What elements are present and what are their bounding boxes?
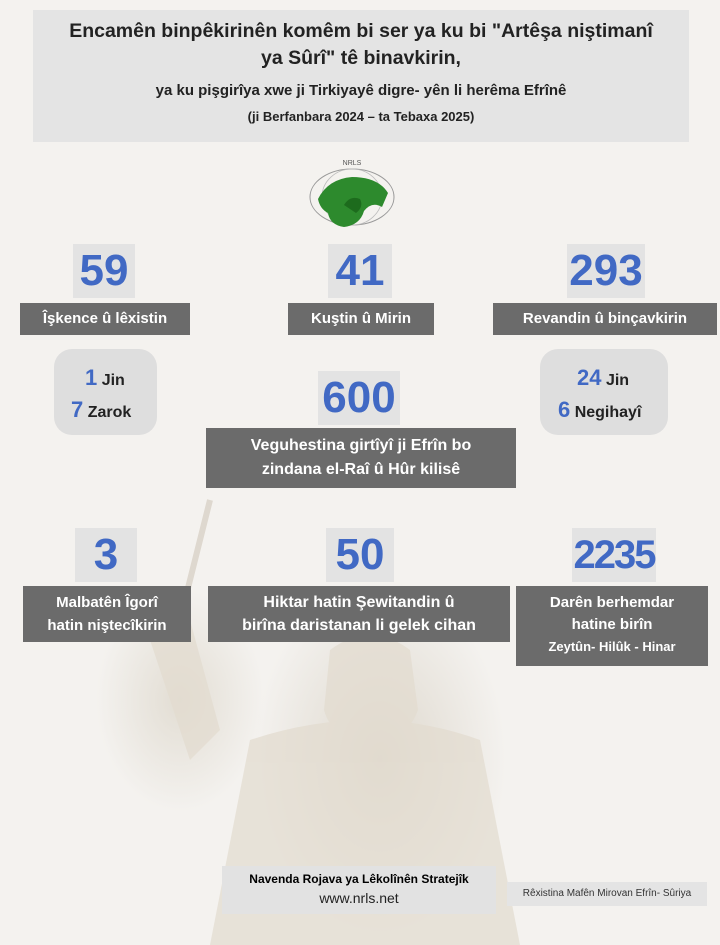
title-line-1: Encamên binpêkirinên komêm bi ser ya ku bi "Artêşa niştimanî bbox=[69, 20, 653, 42]
title-line-2: ya Sûrî" tê binavkirin, bbox=[261, 47, 461, 69]
trees-label-line-1: Darên berhemdar bbox=[549, 594, 675, 611]
hectares-label-line-2: birîna daristanan li gelek cihan bbox=[242, 617, 476, 634]
women-label: Jin bbox=[605, 372, 630, 389]
footer-url[interactable]: www.nrls.net bbox=[319, 890, 399, 906]
abducted-label: Revandin û binçavkirin bbox=[493, 303, 717, 335]
trees-label bbox=[516, 586, 708, 666]
transfer-count: 600 bbox=[318, 371, 400, 425]
header-panel bbox=[33, 10, 689, 142]
hectares-label bbox=[208, 586, 510, 642]
subtitle: ya ku pişgirîya xwe ji Tirkiyayê digre- yên li herêma Efrînê bbox=[155, 82, 567, 99]
families-label-line-2: hatin niştecîkirin bbox=[47, 617, 167, 634]
trees-count: 2235 bbox=[572, 528, 656, 582]
breakdown-row bbox=[85, 365, 125, 391]
abducted-count: 293 bbox=[567, 244, 645, 298]
transfer-label bbox=[206, 428, 516, 488]
logo-text: NRLS bbox=[342, 160, 362, 167]
trees-label-line-2: hatine birîn bbox=[571, 616, 653, 633]
hectares-count: 50 bbox=[326, 528, 394, 582]
date-range: (ji Berfanbara 2024 – ta Tebaxa 2025) bbox=[247, 109, 475, 124]
breakdown-row bbox=[577, 365, 629, 391]
title bbox=[33, 10, 689, 72]
children-label: Zarok bbox=[87, 404, 132, 421]
children-count: 7 bbox=[71, 397, 84, 422]
abducted-breakdown bbox=[540, 349, 668, 435]
transfer-label-line-1: Veguhestina girtîyî ji Efrîn bo bbox=[250, 437, 472, 454]
breakdown-row bbox=[558, 397, 641, 423]
torture-breakdown bbox=[54, 349, 157, 435]
transfer-label-line-2: zindana el-Raî û Hûr kilisê bbox=[261, 461, 461, 478]
killed-label: Kuştin û Mirin bbox=[288, 303, 434, 335]
families-count: 3 bbox=[75, 528, 137, 582]
trees-label-line-3: Zeytûn- Hilûk - Hinar bbox=[548, 639, 676, 654]
families-label bbox=[23, 586, 191, 642]
nrls-logo-icon bbox=[304, 155, 400, 233]
footer-panel bbox=[222, 866, 496, 914]
minors-count: 6 bbox=[558, 397, 571, 422]
torture-label: Îşkence û lêxistin bbox=[20, 303, 190, 335]
hectares-label-line-1: Hiktar hatin Şewitandin û bbox=[263, 594, 455, 611]
families-label-line-1: Malbatên Îgorî bbox=[56, 594, 158, 611]
women-count: 1 bbox=[85, 365, 98, 390]
women-label: Jin bbox=[101, 372, 125, 389]
source-credit: Rêxistina Mafên Mirovan Efrîn- Sûriya bbox=[507, 882, 707, 906]
breakdown-row bbox=[71, 397, 131, 423]
women-count: 24 bbox=[577, 365, 602, 390]
killed-count: 41 bbox=[328, 244, 392, 298]
footer-org: Navenda Rojava ya Lêkolînên Stratejîk bbox=[249, 872, 469, 886]
minors-label: Negihayî bbox=[574, 404, 642, 421]
torture-count: 59 bbox=[73, 244, 135, 298]
